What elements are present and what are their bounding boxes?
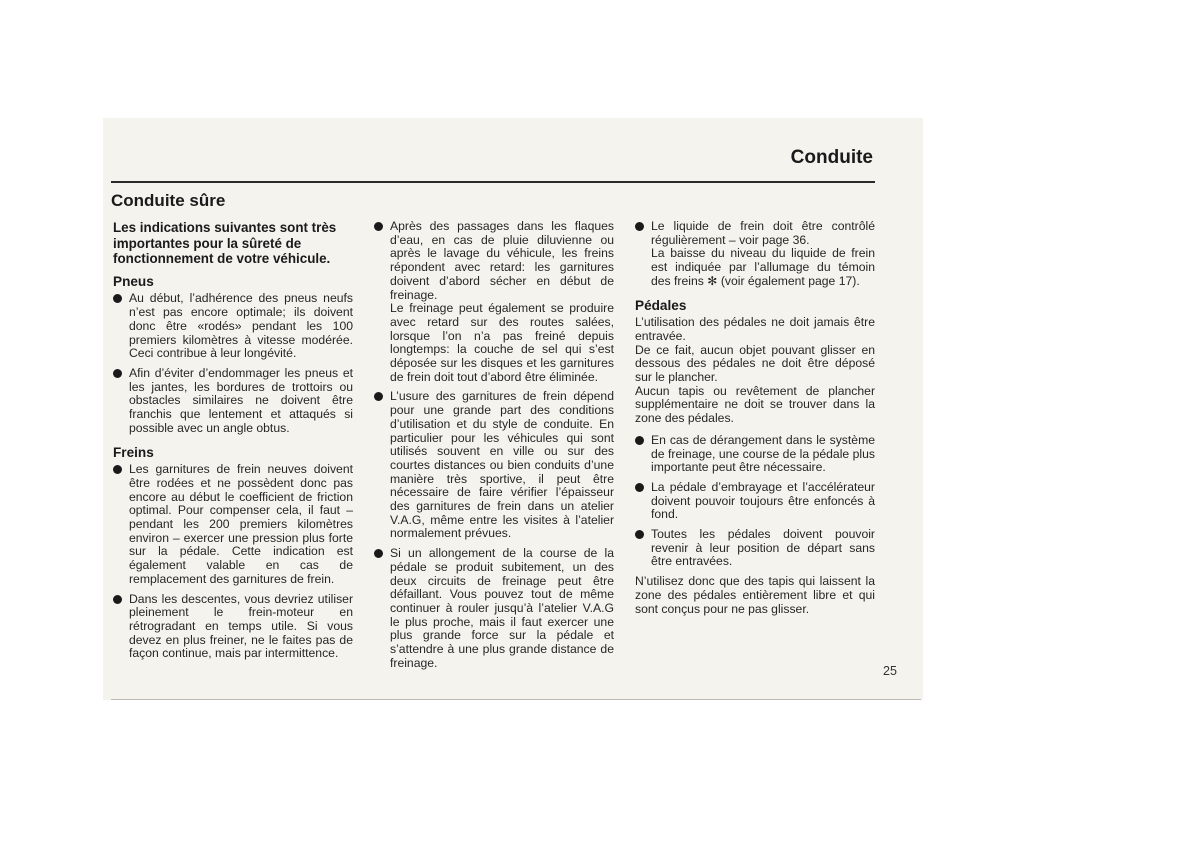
page-number: 25 (883, 664, 897, 678)
paragraph: Aucun tapis ou revêtement de plancher supplémentaire ne doit se trouver dans la zone des pédales. (635, 383, 875, 426)
bullet-icon (374, 549, 383, 558)
paragraph: De ce fait, aucun objet pouvant glisser en dessous des pédales ne doit être déposé sur le plancher. (635, 342, 875, 385)
list-item-text: La pédale d’embrayage et l’accélérateur doivent pouvoir toujours être enfoncés à fond. (651, 479, 875, 522)
section-title: Conduite (790, 147, 873, 168)
list-item (374, 220, 614, 302)
list-item-text: Les garnitures de frein neuves doivent être rodées et ne possèdent donc pas encore au début le coefficient de friction optimal. Pour compenser cela, il faut – pendant les 200 premiers kilomètres environ – exercer une pression plus forte sur la pédale. Cette indication est également valable en cas de remplacement des garnitures de frein. (129, 462, 353, 586)
bullet-icon (635, 483, 644, 492)
paragraph: L’utilisation des pédales ne doit jamais être entravée. (635, 315, 875, 343)
bullet-icon (113, 369, 122, 378)
list-item-text: Le liquide de frein doit être contrôlé régulièrement – voir page 36. (651, 219, 875, 247)
paragraph: N’utilisez donc que des tapis qui laissent la zone des pédales entièrement libre et qui sont conçus pour ne pas glisser. (635, 574, 875, 616)
list-item (374, 390, 614, 541)
list-item (635, 220, 875, 247)
list-item-text: Au début, l’adhérence des pneus neufs n’est pas encore optimale; ils doivent donc être «rodés» pendant les 100 premiers kilomètres à vitesse modérée. Ceci contribue à leur longévité. (129, 291, 353, 361)
bullet-icon (113, 465, 122, 474)
list-item-text: Dans les descentes, vous devriez utiliser pleinement le frein-moteur en rétrogradant en temps utile. Si vous devez en plus freiner, ne le faites pas de façon continue, mais par intermittence. (129, 591, 353, 661)
list-item-text: Afin d’éviter d’endommager les pneus et les jantes, les bordures de trottoirs ou obstacles similaires ne doivent être franchis que lentement et attaqués si possible avec un angle obtus. (129, 366, 353, 435)
bullet-icon (113, 294, 122, 303)
bullet-icon (635, 436, 644, 445)
bullet-icon (635, 222, 644, 231)
bullet-icon (635, 530, 644, 539)
list-item (374, 547, 614, 670)
list-item-continuation: Le freinage peut également se produire avec retard sur des routes salées, lorsque l’on n’a pas freiné depuis longtemps: la couche de sel qui s’est déposée sur les disques et les garnitures de frein doit tout d’abord être éliminée. (390, 301, 614, 384)
subheading-pedales: Pédales (635, 297, 687, 313)
list-item (635, 434, 875, 475)
list-item-text: Toutes les pédales doivent pouvoir revenir à leur position de départ sans être entravées. (651, 527, 875, 569)
list-item-text: En cas de dérangement dans le système de freinage, une course de la pédale plus importante peut être nécessaire. (651, 432, 875, 475)
header-rule (111, 181, 875, 183)
page-heading: Conduite sûre (111, 191, 226, 210)
bullet-icon (374, 392, 383, 401)
column-1 (113, 220, 353, 667)
bullet-icon (374, 222, 383, 231)
list-item (113, 593, 353, 662)
column-3 (635, 220, 875, 616)
list-item (635, 481, 875, 522)
column-2 (374, 220, 614, 677)
list-item (113, 292, 353, 361)
list-item (635, 528, 875, 569)
list-item-text: Après des passages dans les flaques d’eau, en cas de pluie diluvienne ou après le lavage du véhicule, les freins répondent avec retard: les garnitures doivent d’abord sécher en début de freinage. (390, 219, 614, 302)
list-item (113, 463, 353, 586)
bullet-icon (113, 595, 122, 604)
intro-text: Les indications suivantes sont très importantes pour la sûreté de fonctionnement de votre véhicule. (113, 220, 337, 267)
list-item-text: L’usure des garnitures de frein dépend pour une grande part des conditions d’utilisation et du style de conduite. En particulier pour les véhicules qui sont utilisés souvent en ville ou sur des courtes distances ou bien conduits d’une manière très sportive, il peut être nécessaire de faire vérifier l’épaisseur des garnitures de frein dans un atelier V.A.G, même entre les visites à l’atelier normalement prévues. (390, 389, 614, 541)
subheading-pneus: Pneus (113, 273, 154, 289)
list-item-continuation: La baisse du niveau du liquide de frein est indiquée par l’allumage du témoin des freins ✻ (voir également page 17). (651, 246, 875, 288)
list-item (113, 367, 353, 436)
list-item-text: Si un allongement de la course de la pédale se produit subitement, un des deux circuits de freinage peut être défaillant. Vous pouvez tout de même continuer à rouler jusqu’à l’atelier V.A.G le plus proche, mais il faut exercer une plus grande force sur la pédale et s’attendre à une plus grande distance de freinage. (390, 546, 614, 670)
bottom-rule (111, 699, 921, 700)
subheading-freins: Freins (113, 444, 154, 460)
